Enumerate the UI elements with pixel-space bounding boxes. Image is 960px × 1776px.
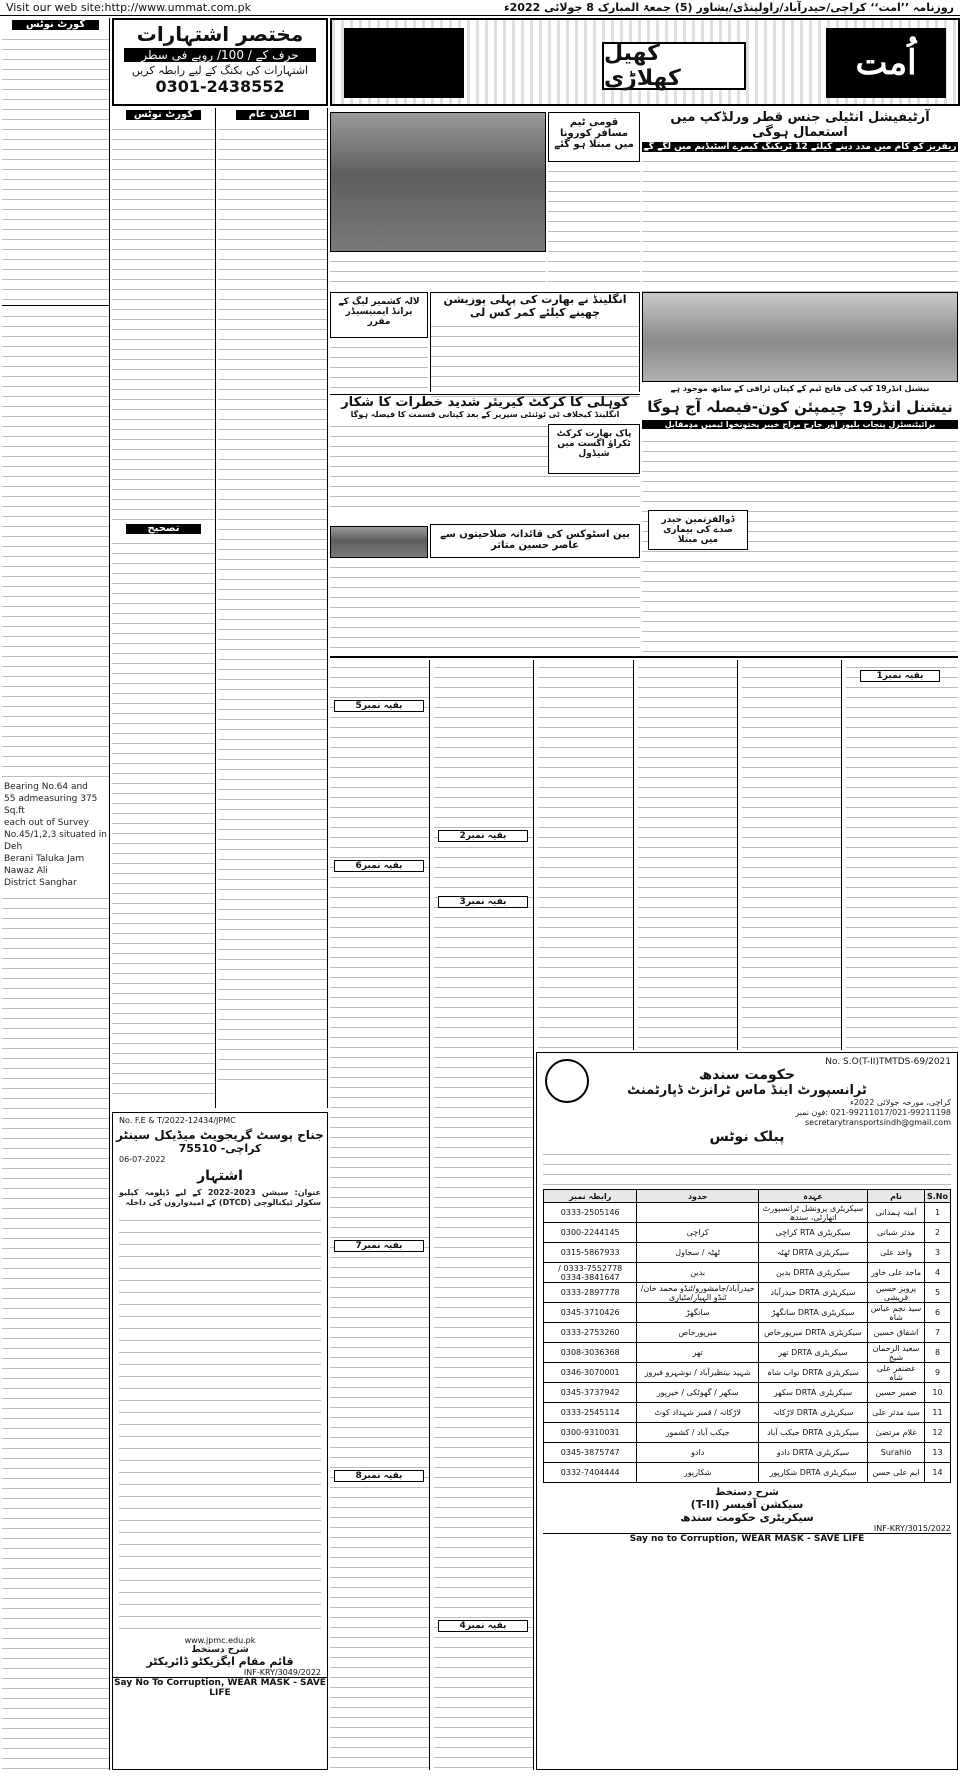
table-cell: 0346-3070001 bbox=[544, 1363, 637, 1383]
sindh-title: پبلک نوٹس bbox=[709, 1129, 785, 1145]
jpmc-body-text bbox=[119, 1212, 321, 1632]
sindh-city-date: کراچی، مورخہ جولائی 2022ء bbox=[850, 1098, 951, 1107]
table-cell: مدثر شبانی bbox=[868, 1223, 925, 1243]
table-cell: لاڑکانہ / قمبر شہداد کوٹ bbox=[637, 1403, 759, 1423]
table-cell: غلام مرتضیٰ bbox=[868, 1423, 925, 1443]
english-line: 55 admeasuring 375 Sq.ft bbox=[4, 794, 98, 816]
table-cell: 0333-2505146 bbox=[544, 1203, 637, 1223]
table-row bbox=[544, 1343, 951, 1363]
court-notice-label: کورٹ نوٹس bbox=[12, 20, 99, 30]
table-cell: تھر bbox=[637, 1343, 759, 1363]
table-cell: حیدرآباد/جامشورو/ٹنڈو محمد خان/ٹنڈو الہیار/مٹیاری bbox=[637, 1283, 759, 1303]
england-headline: انگلینڈ نے بھارت کی پہلی پوزیشن چھینے کیلئے کمر کس لی bbox=[443, 293, 627, 319]
section-title: کھیل کھلاڑی bbox=[602, 42, 746, 90]
table-row bbox=[544, 1423, 951, 1443]
table-row bbox=[544, 1243, 951, 1263]
classifieds-booking: اشتہارات کی بکنگ کے لیے رابطہ کریں bbox=[131, 64, 309, 77]
table-row bbox=[544, 1443, 951, 1463]
col-contact: رابطہ نمبر bbox=[544, 1190, 637, 1203]
left-notices-column bbox=[2, 18, 110, 1770]
under19-subheadline: برائیٹنسٹرل پنجاب بلیوز اور جارح مزاج خیبر پختونخوا ٹیمیں مدِمقابل bbox=[642, 420, 958, 429]
kohli-subheadline: انگلینڈ کیخلاف ٹی ٹوئنٹی سیریز کے بعد کپتانی قسمت کا فیصلہ ہوگا bbox=[350, 410, 620, 419]
pakindia-headline: پاک بھارت کرکٹ ٹکراؤ اگست میں شیڈول bbox=[556, 429, 632, 459]
sindh-public-notice bbox=[536, 1052, 958, 1770]
table-cell: سیکریٹری DRTA تھر bbox=[758, 1343, 867, 1363]
jpmc-name: جناح پوسٹ گریجویٹ میڈیکل سینٹر bbox=[116, 1128, 324, 1142]
table-cell: سیکریٹری RTA کراچی bbox=[758, 1223, 867, 1243]
continuation-1: بقیہ نمبر1 bbox=[860, 670, 940, 682]
table-cell: شہید بینظیرآباد / نوشہرو فیروز bbox=[637, 1363, 759, 1383]
jpmc-inf: INF-KRY/3049/2022 bbox=[243, 1668, 321, 1677]
table-cell: سیکریٹری DRTA نواب شاہ bbox=[758, 1363, 867, 1383]
table-cell: سیکریٹری DRTA ٹھٹہ bbox=[758, 1243, 867, 1263]
sindh-intro-text bbox=[543, 1147, 951, 1189]
table-cell: 0333-2753260 bbox=[544, 1323, 637, 1343]
jpmc-subject: عنوان: سیشن 2023-2022 کے لیے ڈپلومہ کیلیو سکولر ٹیکنالوجی (DTCD) کے امیدواروں کی داخلہ bbox=[119, 1188, 322, 1207]
continuation-5: بقیہ نمبر5 bbox=[334, 700, 424, 712]
table-row bbox=[544, 1263, 951, 1283]
under19-headline: نیشنل انڈر19 چیمپئن کون-فیصلہ آج ہوگا bbox=[647, 398, 953, 416]
table-cell: 9 bbox=[925, 1363, 951, 1383]
jaspal-box: ڈوالفرتمین حیدر صدے کی بیماری میں مبتلا bbox=[648, 510, 748, 550]
table-cell: Surahio bbox=[868, 1443, 925, 1463]
corona-headline: قومی ٹیم مسافر کورونا میں مبتلا ہو گئے bbox=[554, 117, 634, 150]
table-cell: 0345-3875747 bbox=[544, 1443, 637, 1463]
jpmc-signer: قائم مقام ایگزیکٹو ڈائریکٹر bbox=[146, 1655, 294, 1668]
table-cell: 0345-3710426 bbox=[544, 1303, 637, 1323]
jpmc-website: www.jpmc.edu.pk bbox=[184, 1636, 256, 1645]
table-cell: 0332-7404444 bbox=[544, 1463, 637, 1483]
table-cell: سعید الرحمان شیخ bbox=[868, 1343, 925, 1363]
lead-subheadline: ریفریز کو کام میں مدد دینے کیلئے 12 ٹریکنگ کیمرے اسٹیڈیم میں لگے گے bbox=[643, 142, 957, 152]
story-text-2 bbox=[548, 164, 640, 290]
table-cell: اشفاق حسین bbox=[868, 1323, 925, 1343]
jpmc-city: کراچی- 75510 bbox=[178, 1142, 262, 1155]
table-cell: سیکریٹری DRTA جیکب آباد bbox=[758, 1423, 867, 1443]
english-line: Berani Taluka Jam Nawaz Ali bbox=[4, 854, 85, 876]
correction-label: تصحیح bbox=[126, 524, 201, 534]
col-name: نام bbox=[868, 1190, 925, 1203]
table-row bbox=[544, 1363, 951, 1383]
table-row bbox=[544, 1303, 951, 1323]
table-cell: سیکریٹری DRTA دادو bbox=[758, 1443, 867, 1463]
classifieds-column-2 bbox=[218, 108, 328, 1108]
table-cell: 0300-2244145 bbox=[544, 1223, 637, 1243]
continuations-area bbox=[330, 660, 958, 1050]
jpmc-date: 06-07-2022 bbox=[119, 1155, 166, 1164]
table-row bbox=[544, 1323, 951, 1343]
table-cell: سید مدثر علی bbox=[868, 1403, 925, 1423]
english-line: No.45/1,2,3 situated in Deh bbox=[4, 830, 107, 852]
table-cell: 12 bbox=[925, 1423, 951, 1443]
table-cell: شکارپور bbox=[637, 1463, 759, 1483]
table-cell: 13 bbox=[925, 1443, 951, 1463]
classifieds-header bbox=[112, 18, 328, 106]
col-jurisdiction: حدود bbox=[637, 1190, 759, 1203]
col-designation: عہدہ bbox=[758, 1190, 867, 1203]
continuation-6: بقیہ نمبر6 bbox=[334, 860, 424, 872]
lead-story bbox=[642, 110, 958, 290]
table-cell: سیکریٹری DRTA میرپورخاص bbox=[758, 1323, 867, 1343]
table-cell: 0315-5867933 bbox=[544, 1243, 637, 1263]
table-cell: 2 bbox=[925, 1223, 951, 1243]
table-cell: سیکریٹری DRTA شکارپور bbox=[758, 1463, 867, 1483]
table-cell: 0345-3737942 bbox=[544, 1383, 637, 1403]
table-cell: 0333-2897778 bbox=[544, 1283, 637, 1303]
table-cell: غضنفر علی شاہ bbox=[868, 1363, 925, 1383]
table-cell: دادو bbox=[637, 1443, 759, 1463]
table-cell: بدین bbox=[637, 1263, 759, 1283]
table-cell: 0333-7552778 / 0334-3841647 bbox=[544, 1263, 637, 1283]
lead-headline: آرٹیفیشل انٹیلی جنس قطر ورلڈکپ میں استعمال ہوگی bbox=[670, 110, 930, 140]
under19-caption: نیشنل انڈر19 کپ کی فاتح ٹیم کے کپتان ٹرافی کے ساتھ موجود ہے bbox=[670, 384, 930, 393]
page-header bbox=[0, 0, 960, 16]
table-row bbox=[544, 1203, 951, 1223]
pakindia-box bbox=[548, 424, 640, 474]
table-cell: کراچی bbox=[637, 1223, 759, 1243]
classifieds-title: مختصر اشتہارات bbox=[136, 22, 304, 46]
table-cell: واحد علی bbox=[868, 1243, 925, 1263]
kashmir-headline: لالہ کشمیر لیگ کے برانڈ ایمبیسیڈر مقرر bbox=[338, 297, 420, 327]
stokes-box bbox=[430, 524, 640, 558]
public-notice-label: اعلان عام bbox=[236, 110, 309, 120]
jpmc-footer: Say No To Corruption, WEAR MASK - SAVE LIFE bbox=[114, 1678, 326, 1698]
col-sno: S.No bbox=[925, 1190, 951, 1203]
table-cell: سیکریٹری DRTA سانگھڑ bbox=[758, 1303, 867, 1323]
kashmir-text bbox=[330, 340, 428, 392]
sindh-email: secretarytransportsindh@gmail.com bbox=[804, 1118, 951, 1127]
text-lines-c bbox=[2, 891, 109, 1770]
table-row bbox=[544, 1463, 951, 1483]
english-line: each out of Survey bbox=[4, 818, 90, 828]
sindh-signer-dept: سیکریٹری حکومت سندھ bbox=[680, 1511, 814, 1524]
table-cell: ایم علی حسن bbox=[868, 1463, 925, 1483]
sindh-signer-title: سیکشن آفیسر (T-II) bbox=[690, 1498, 804, 1511]
table-cell: میرپورخاص bbox=[637, 1323, 759, 1343]
table-cell: 0333-2545114 bbox=[544, 1403, 637, 1423]
corona-box bbox=[548, 112, 640, 162]
under19-team-photo bbox=[642, 292, 958, 382]
table-cell: 11 bbox=[925, 1403, 951, 1423]
table-row bbox=[544, 1283, 951, 1303]
table-cell: جیکب آباد / کشمور bbox=[637, 1423, 759, 1443]
classifieds-rate: حرف کے / 100/ روپے فی سطر bbox=[124, 48, 316, 62]
table-cell: 8 bbox=[925, 1343, 951, 1363]
table-cell: سیکریٹری DRTA لاڑکانہ bbox=[758, 1403, 867, 1423]
caption-text bbox=[330, 254, 546, 290]
table-cell: سکھر / گھوٹکی / خیرپور bbox=[637, 1383, 759, 1403]
sindh-footer: Say no to Corruption, WEAR MASK - SAVE LIFE bbox=[543, 1533, 951, 1544]
table-cell: سیکریٹری پرونشل ٹرانسپورٹ اتھارٹی، سندھ bbox=[758, 1203, 867, 1223]
section-masthead bbox=[330, 18, 960, 106]
jpmc-sign: شرح دستخط bbox=[191, 1645, 249, 1655]
stokes-headline: بین اسٹوکس کی قائدانہ صلاحیتوں سے عاصر حسین متاثر bbox=[440, 529, 630, 551]
sindh-sign: شرح دستخط bbox=[715, 1487, 779, 1498]
team-photo-1 bbox=[330, 112, 546, 252]
continuation-8: بقیہ نمبر8 bbox=[334, 1470, 424, 1482]
table-row bbox=[544, 1223, 951, 1243]
continuation-3: بقیہ نمبر3 bbox=[438, 896, 528, 908]
jpmc-title: اشتہار bbox=[197, 1168, 243, 1184]
table-cell: سانگھڑ bbox=[637, 1303, 759, 1323]
continuation-2: بقیہ نمبر2 bbox=[438, 830, 528, 842]
table-cell: پرویز حسین قریشی bbox=[868, 1283, 925, 1303]
jpmc-ref: No. F.E & T/2022-12434/JPMC bbox=[119, 1116, 236, 1125]
sindh-inf: INF-KRY/3015/2022 bbox=[873, 1524, 951, 1533]
english-line: Bearing No.64 and bbox=[4, 782, 88, 792]
table-cell: 7 bbox=[925, 1323, 951, 1343]
kashmir-box bbox=[330, 292, 428, 338]
player-photo bbox=[330, 526, 428, 558]
stokes-text bbox=[330, 560, 640, 654]
table-row bbox=[544, 1383, 951, 1403]
table-cell: ضمیر حسین bbox=[868, 1383, 925, 1403]
jpmc-advertisement bbox=[112, 1112, 328, 1770]
table-cell: 5 bbox=[925, 1283, 951, 1303]
table-cell: سیکریٹری DRTA حیدرآباد bbox=[758, 1283, 867, 1303]
continuation-4: بقیہ نمبر4 bbox=[438, 1620, 528, 1632]
table-cell: 0308-3036368 bbox=[544, 1343, 637, 1363]
table-cell: 0300-9310031 bbox=[544, 1423, 637, 1443]
table-cell: ٹھٹہ / سجاول bbox=[637, 1243, 759, 1263]
sindh-dept: ٹرانسپورٹ اینڈ ماس ٹرانزٹ ڈپارٹمنٹ bbox=[627, 1083, 867, 1098]
court-notice-label-2: کورٹ نوٹس bbox=[126, 110, 201, 120]
text-lines-b bbox=[2, 309, 109, 779]
sindh-ref: No. S.O(T-II)TMTDS-69/2021 bbox=[825, 1057, 951, 1067]
england-story bbox=[430, 292, 640, 392]
table-cell: 14 bbox=[925, 1463, 951, 1483]
officials-table bbox=[543, 1189, 951, 1483]
website-text: Visit our web site:http://www.ummat.com.pk bbox=[6, 1, 251, 14]
text-lines-a bbox=[2, 32, 109, 302]
table-cell: سید نجم عباس شاہ bbox=[868, 1303, 925, 1323]
table-cell: ماجد علی خاور bbox=[868, 1263, 925, 1283]
ummat-logo: اُمت bbox=[826, 28, 946, 98]
table-row bbox=[544, 1403, 951, 1423]
table-cell: 4 bbox=[925, 1263, 951, 1283]
dateline: روزنامہ ’’امت‘‘ کراچی/حیدرآباد/راولپنڈی/پشاور (5) جمعۃ المبارک 8 جولائی 2022ء bbox=[504, 1, 954, 14]
kohli-headline: کوہلی کا کرکٹ کیریئر شدید خطرات کا شکار bbox=[341, 395, 629, 410]
sindh-emblem bbox=[545, 1059, 589, 1103]
english-line: District Sanghar bbox=[4, 878, 77, 888]
table-cell: 6 bbox=[925, 1303, 951, 1323]
continuation-7: بقیہ نمبر7 bbox=[334, 1240, 424, 1252]
sindh-phone: 021-99211017/021-99211198 :فون نمبر bbox=[795, 1108, 951, 1117]
masthead-ornament bbox=[344, 28, 464, 98]
table-header-row bbox=[544, 1190, 951, 1203]
sindh-govt: حکومت سندھ bbox=[698, 1067, 796, 1083]
table-cell bbox=[637, 1203, 759, 1223]
table-cell: سیکریٹری DRTA بدین bbox=[758, 1263, 867, 1283]
classifieds-column bbox=[112, 108, 216, 1108]
table-cell: سیکریٹری DRTA سکھر bbox=[758, 1383, 867, 1403]
table-cell: 3 bbox=[925, 1243, 951, 1263]
table-cell: 1 bbox=[925, 1203, 951, 1223]
table-cell: آمنہ ہمدانی bbox=[868, 1203, 925, 1223]
classifieds-phone: 0301-2438552 bbox=[155, 77, 285, 96]
table-cell: 10 bbox=[925, 1383, 951, 1403]
english-legal-text bbox=[2, 779, 109, 891]
